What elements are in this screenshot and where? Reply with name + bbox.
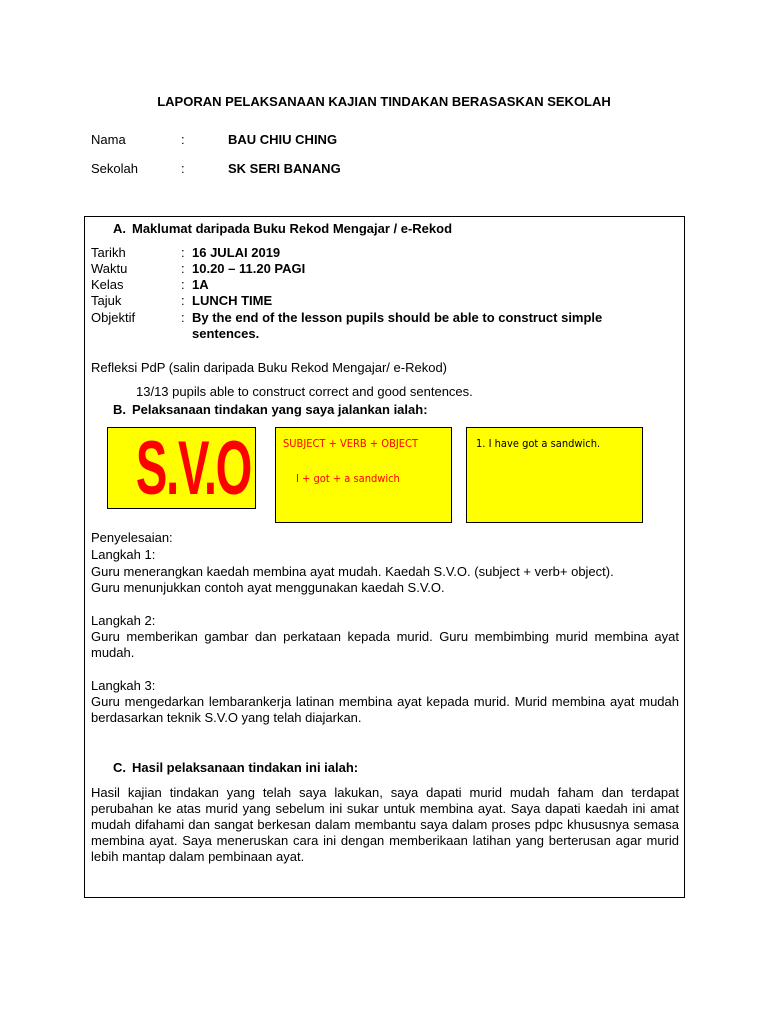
nama-label: Nama — [91, 132, 126, 147]
langkah-1-line-2: Guru menunjukkan contoh ayat menggunakan kaedah S.V.O. — [91, 580, 445, 595]
section-a-title: Maklumat daripada Buku Rekod Mengajar / e-Rekod — [132, 221, 453, 236]
svo-graphic-text: S.V.O — [135, 427, 252, 509]
langkah-3-text: Guru mengedarkan lembarankerja latinan membina ayat kepada murid. Murid membina ayat mudah berdasarkan teknik S.V.O yang telah diajarkan. — [91, 694, 679, 725]
section-a-letter: A. — [113, 221, 126, 236]
langkah-3-label: Langkah 3: — [91, 678, 156, 693]
langkah-1-line-1: Guru menerangkan kaedah membina ayat mudah. Kaedah S.V.O. (subject + verb+ object). — [91, 564, 614, 579]
waktu-label: Waktu — [91, 261, 128, 276]
objektif-value: By the end of the lesson pupils should be able to construct simple sentences. — [192, 310, 603, 341]
waktu-colon: : — [181, 261, 185, 276]
refleksi-value: 13/13 pupils able to construct correct and good sentences. — [136, 384, 473, 399]
kelas-colon: : — [181, 277, 185, 292]
kelas-value: 1A — [192, 277, 209, 292]
tajuk-colon: : — [181, 293, 185, 308]
section-c-letter: C. — [113, 760, 126, 775]
tajuk-label: Tajuk — [91, 293, 122, 308]
nama-value: BAU CHIU CHING — [228, 132, 338, 147]
tajuk-value: LUNCH TIME — [192, 293, 273, 308]
objektif-label: Objektif — [91, 310, 136, 325]
section-b-title: Pelaksanaan tindakan yang saya jalankan ialah: — [132, 402, 428, 417]
langkah-2-label: Langkah 2: — [91, 613, 156, 628]
waktu-value: 10.20 – 11.20 PAGI — [192, 261, 306, 276]
section-b-letter: B. — [113, 402, 126, 417]
svo-formula-box — [275, 427, 452, 523]
sekolah-value: SK SERI BANANG — [228, 161, 341, 176]
kelas-label: Kelas — [91, 277, 124, 292]
sekolah-label: Sekolah — [91, 161, 138, 176]
refleksi-label: Refleksi PdP (salin daripada Buku Rekod Mengajar/ e-Rekod) — [91, 360, 448, 375]
tarikh-colon: : — [181, 245, 185, 260]
example-line-1: 1. I have got a sandwich. — [476, 437, 601, 450]
report-box — [84, 216, 685, 898]
objektif-colon: : — [181, 310, 185, 325]
section-c-title: Hasil pelaksanaan tindakan ini ialah: — [132, 760, 359, 775]
langkah-2-text: Guru memberikan gambar dan perkataan kepada murid. Guru membimbing murid membina ayat mudah. — [91, 629, 679, 660]
svo-example-box — [466, 427, 643, 523]
document-title: LAPORAN PELAKSANAAN KAJIAN TINDAKAN BERASASKAN SEKOLAH — [157, 94, 611, 109]
formula-line-1: SUBJECT + VERB + OBJECT — [283, 437, 418, 450]
tarikh-label: Tarikh — [91, 245, 126, 260]
penyelesaian-label: Penyelesaian: — [91, 530, 173, 545]
section-c-text: Hasil kajian tindakan yang telah saya lakukan, saya dapati murid mudah faham dan terdapat perubahan ke atas murid yang sebelum ini sukar untuk membina ayat. Saya dapati kaedah ini amat mudah difahami dan sangat berkesan dalam membantu saya dalam proses pdpc khususnya semasa membina ayat. Saya meneruskan cara ini dengan memberikaan latihan yang berterusan agar murid lebih mantap dalam pembinaan ayat. — [91, 785, 679, 864]
nama-colon: : — [181, 132, 185, 147]
tarikh-value: 16 JULAI 2019 — [192, 245, 281, 260]
formula-line-2: I + got + a sandwich — [296, 472, 400, 485]
sekolah-colon: : — [181, 161, 185, 176]
svo-graphic — [107, 427, 256, 509]
langkah-1-label: Langkah 1: — [91, 547, 156, 562]
